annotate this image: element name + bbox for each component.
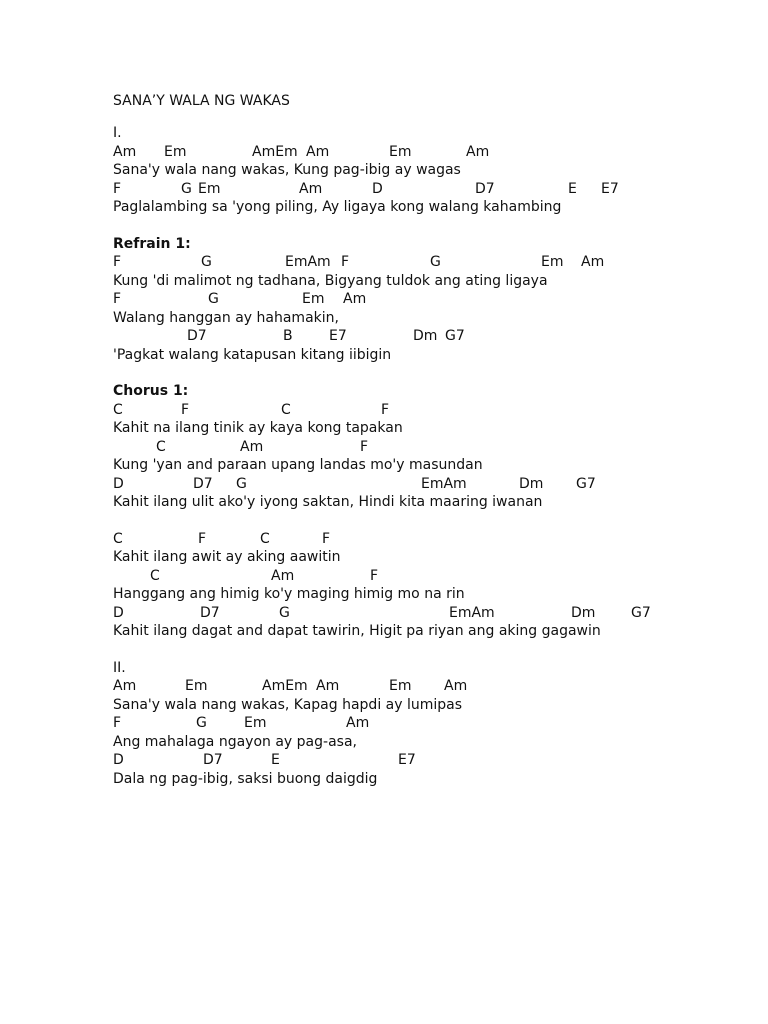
lyric-line: 'Pagkat walang katapusan kitang iibigin — [113, 346, 392, 363]
chord: E7 — [329, 328, 347, 344]
chord-line — [113, 327, 733, 346]
lyric-line: Kahit ilang ulit ako'y iyong saktan, Hindi kita maaring iwanan — [113, 494, 543, 510]
chord: E7 — [398, 752, 416, 768]
chord: Am — [306, 143, 330, 160]
lyric-line: Walang hanggan ay hahamakin, — [113, 309, 339, 326]
section-label: Refrain 1: — [113, 235, 191, 252]
chord: C — [156, 438, 166, 455]
lyric-line: Hanggang ang himig ko'y maging himig mo na rin — [113, 586, 465, 602]
chord: Am — [316, 678, 340, 694]
song-section — [113, 382, 733, 512]
chord: C — [281, 401, 291, 418]
chord: G7 — [445, 328, 465, 344]
lyric-line: Paglalambing sa 'yong piling, Ay ligaya kong walang kahambing — [113, 199, 562, 215]
chord: F — [113, 715, 122, 731]
lyric-line: Kahit na ilang tinik ay kaya kong tapakan — [113, 420, 403, 436]
chord: G — [430, 254, 441, 270]
chord: Em — [198, 180, 221, 197]
lyric-line: Dala ng pag-ibig, saksi buong daigdig — [113, 770, 378, 787]
chord: Em — [389, 678, 412, 694]
lyric-line: Sana'y wala nang wakas, Kung pag-ibig ay wagas — [113, 162, 461, 178]
section-label: II. — [113, 659, 126, 676]
chord-line — [113, 677, 733, 696]
chord: Dm — [413, 328, 438, 344]
chord-line — [113, 567, 733, 586]
chord: F — [198, 530, 207, 547]
song-section — [113, 530, 733, 641]
chord: Em — [244, 715, 267, 731]
chord: Am — [113, 678, 137, 694]
chord-line — [113, 401, 733, 420]
chord: EmAm — [449, 604, 495, 621]
chord: G — [196, 715, 207, 731]
chord: F — [381, 401, 390, 418]
chord: Em — [389, 143, 412, 160]
chord: EmAm — [285, 254, 331, 270]
chord: G7 — [631, 604, 651, 621]
song-section — [113, 124, 733, 217]
chord-line — [113, 253, 733, 272]
song-section — [113, 659, 733, 789]
chord-line — [113, 714, 733, 733]
chord-line — [113, 143, 733, 162]
chord: Em — [541, 254, 564, 270]
chord: E — [568, 180, 577, 197]
chord: D7 — [200, 604, 220, 621]
chord-line — [113, 530, 733, 549]
chord: G — [181, 180, 192, 197]
chord: F — [181, 401, 190, 418]
chord: F — [113, 180, 122, 197]
chord-line — [113, 438, 733, 457]
chord: Am — [271, 567, 295, 584]
chord: Am — [343, 291, 367, 307]
song-title: SANA’Y WALA NG WAKAS — [113, 93, 290, 109]
chord-line — [113, 180, 733, 199]
chord: Em — [164, 143, 187, 160]
song-sheet — [113, 92, 733, 806]
chord: G — [279, 604, 290, 621]
song-section — [113, 235, 733, 365]
chord: E — [271, 752, 280, 768]
chord: D — [113, 752, 124, 768]
chord: F — [370, 567, 379, 584]
lyric-line: Sana'y wala nang wakas, Kapag hapdi ay lumipas — [113, 696, 463, 713]
chord: E7 — [601, 180, 619, 197]
chord: C — [150, 567, 160, 584]
chord: D7 — [193, 475, 213, 492]
chord: Am — [466, 143, 490, 160]
section-label: Chorus 1: — [113, 383, 189, 399]
chord: B — [283, 328, 293, 344]
chord: D — [113, 604, 124, 621]
chord: D — [113, 475, 124, 492]
chord-line — [113, 751, 733, 770]
chord: EmAm — [421, 475, 467, 492]
chord: D7 — [203, 752, 223, 768]
section-label: I. — [113, 125, 122, 141]
lyric-line: Kung 'yan and paraan upang landas mo'y masundan — [113, 457, 483, 473]
lyric-line: Ang mahalaga ngayon ay pag-asa, — [113, 733, 357, 750]
chord: C — [113, 530, 123, 547]
chord: D7 — [475, 180, 495, 197]
chord: C — [113, 401, 123, 418]
chord: D7 — [187, 328, 207, 344]
chord: F — [113, 291, 122, 307]
lyric-line: Kung 'di malimot ng tadhana, Bigyang tuldok ang ating ligaya — [113, 272, 548, 289]
chord: G — [208, 291, 219, 307]
chord: Am — [113, 143, 137, 160]
chord: Em — [302, 291, 325, 307]
chord: Am — [346, 715, 370, 731]
chord: Dm — [571, 604, 596, 621]
chord: Dm — [519, 475, 544, 492]
chord: F — [322, 530, 331, 547]
chord: F — [113, 254, 122, 270]
chord: Am — [581, 254, 605, 270]
chord: F — [360, 438, 369, 455]
chord: C — [260, 530, 270, 547]
chord-line — [113, 475, 733, 494]
lyric-line: Kahit ilang dagat and dapat tawirin, Higit pa riyan ang aking gagawin — [113, 623, 601, 639]
chord: Am — [444, 678, 468, 694]
chord: G — [236, 475, 247, 492]
lyric-line: Kahit ilang awit ay aking aawitin — [113, 549, 341, 565]
chord-line — [113, 290, 733, 309]
chord: D — [372, 180, 383, 197]
chord: Am — [299, 180, 323, 197]
chord: AmEm — [262, 678, 308, 694]
chord: Em — [185, 678, 208, 694]
chord: G7 — [576, 475, 596, 492]
song-sections — [113, 124, 733, 788]
chord-line — [113, 604, 733, 623]
chord: Am — [240, 438, 264, 455]
chord: G — [201, 254, 212, 270]
chord: AmEm — [252, 143, 298, 160]
chord: F — [341, 254, 350, 270]
